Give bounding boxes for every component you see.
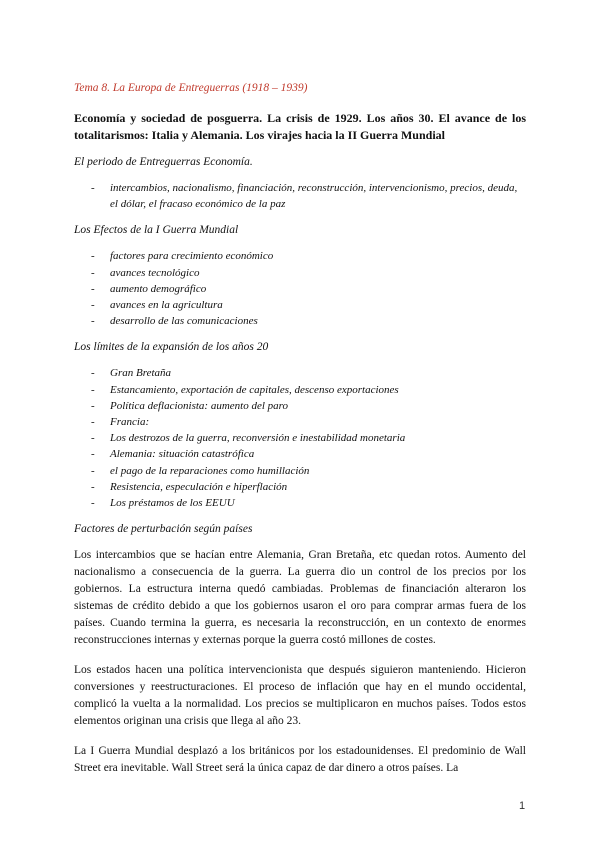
list-item: - Estancamiento, exportación de capitales, descenso exportaciones xyxy=(74,382,526,398)
bullet-list-limits xyxy=(74,365,526,511)
list-item: - Gran Bretaña xyxy=(74,365,526,381)
list-item: - el pago de la reparaciones como humillación xyxy=(74,463,526,479)
list-item: - factores para crecimiento económico xyxy=(74,248,526,264)
list-item: - Política deflacionista: aumento del paro xyxy=(74,398,526,414)
list-item: - Los destrozos de la guerra, reconversión e inestabilidad monetaria xyxy=(74,430,526,446)
list-item: - desarrollo de las comunicaciones xyxy=(74,313,526,329)
list-item: - Alemania: situación catastrófica xyxy=(74,446,526,462)
list-item: - avances tecnológico xyxy=(74,265,526,281)
list-item: - Los préstamos de los EEUU xyxy=(74,495,526,511)
section-heading-disruption: Factores de perturbación según países xyxy=(74,523,253,536)
list-item: - aumento demográfico xyxy=(74,281,526,297)
chapter-title: Tema 8. La Europa de Entreguerras (1918 – 1939) xyxy=(74,82,308,94)
section-heading-economy: El periodo de Entreguerras Economía. xyxy=(74,156,253,168)
section-heading-limits: Los límites de la expansión de los años 20 xyxy=(74,341,269,354)
body-paragraph: Los estados hacen una política intervencionista que después siguieron manteniendo. Hicieron conversiones y reestructuraciones. El proceso de inflación que hay en el mundo occidental, complicó la vuelta a la normalidad. Los precios se multiplicaron en muchos países. Todos estos elementos originan una crisis que llega al año 23. xyxy=(74,664,526,728)
list-item: - avances en la agricultura xyxy=(74,297,526,313)
bullet-list-economy xyxy=(74,180,526,212)
bullet-list-effects xyxy=(74,248,526,329)
body-paragraph: Los intercambios que se hacían entre Alemania, Gran Bretaña, etc quedan rotos. Aumento del nacionalismo a consecuencia de la guerra. La guerra dio un control de los precios por los gobiernos. La estructura interna quedó cambiadas. Problemas de financiación alteraron los sistemas de crédito debido a que los gobiernos usaron el oro para comprar armas fuera de los países. Cuando termina la guerra, es necesaria la reconstrucción, en un contexto de enormes reconstrucciones internas y externas porque la guerra costó millones de costes. xyxy=(74,549,526,647)
page-content xyxy=(74,82,526,790)
body-paragraph: La I Guerra Mundial desplazó a los británicos por los estadounidenses. El predominio de Wall Street era inevitable. Wall Street será la única capaz de dar dinero a otros países. La xyxy=(74,745,526,775)
chapter-subtitle: Economía y sociedad de posguerra. La crisis de 1929. Los años 30. El avance de los totalitarismos: Italia y Alemania. Los virajes hacia la II Guerra Mundial xyxy=(74,111,526,142)
page-number: 1 xyxy=(519,800,526,812)
list-item: - intercambios, nacionalismo, financiación, reconstrucción, intervencionismo, precios, deuda, el dólar, el fracaso económico de la paz xyxy=(74,180,526,212)
list-item: - Francia: xyxy=(74,414,526,430)
list-item: - Resistencia, especulación e hiperflación xyxy=(74,479,526,495)
section-heading-effects: Los Efectos de la I Guerra Mundial xyxy=(74,224,239,237)
